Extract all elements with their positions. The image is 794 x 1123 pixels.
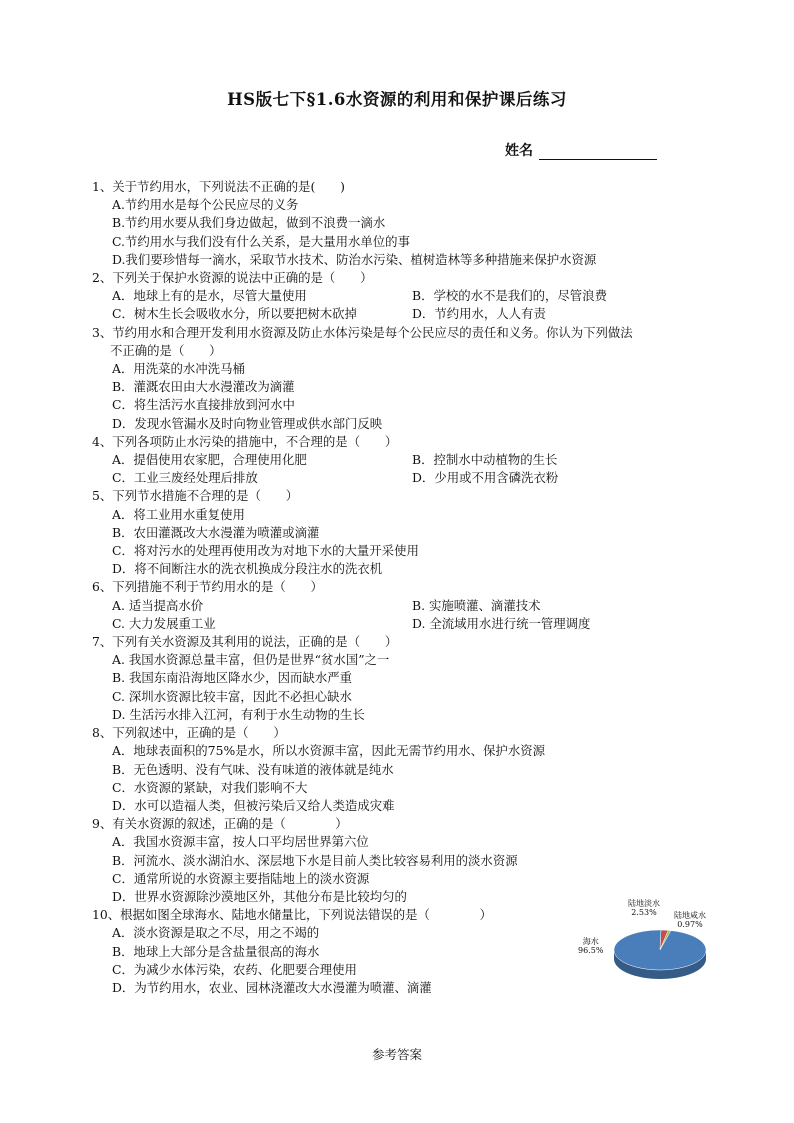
option-a: A．我国水资源丰富，按人口平均居世界第六位 (112, 834, 369, 850)
question-stem: 9、有关水资源的叙述，正确的是（ ） (92, 816, 348, 832)
question-stem: 1、关于节约用水，下列说法不正确的是( ) (92, 179, 345, 194)
question-stem: 6、下列措施不利于节约用水的是（ ） (92, 579, 323, 595)
question-7 (92, 633, 732, 724)
question-stem: 4、下列各项防止水污染的措施中，不合理的是（ ） (92, 433, 398, 449)
name-label: 姓名 (505, 143, 533, 159)
question-stem: 5、下列节水措施不合理的是（ ） (92, 488, 299, 504)
option-d: D．少用或不用含磷洗衣粉 (412, 470, 559, 486)
option-c: C．水资源的紧缺，对我们影响不大 (112, 779, 308, 795)
answer-key-heading: 参考答案 (371, 1047, 422, 1062)
option-a: A. 适当提高水价 (112, 597, 204, 613)
name-blank-line (539, 145, 657, 160)
question-stem: 7、下列有关水资源及其利用的说法，正确的是（ ） (92, 634, 398, 650)
option-c: C．工业三废经处理后排放 (112, 470, 258, 486)
option-b: B．学校的水不是我们的，尽管浪费 (412, 288, 607, 304)
option-c: C．将对污水的处理再使用改为对地下水的大量开采使用 (112, 543, 419, 559)
option-d: D. 全流域用水进行统一管理调度 (412, 615, 591, 631)
question-1 (92, 178, 732, 269)
option-c: C．树木生长会吸收水分，所以要把树木砍掉 (112, 306, 357, 322)
question-stem-continued: 不正确的是（ ） (110, 342, 222, 358)
question-stem: 3、节约用水和合理开发利用水资源及防止水体污染是每个公民应尽的责任和义务。你认为下列做法 (92, 324, 633, 340)
pie-label-seawater: 海水 96.5% (578, 937, 604, 955)
option-c: C. 深圳水资源比较丰富，因此不必担心缺水 (112, 688, 352, 704)
question-9 (92, 815, 732, 906)
question-stem: 10、根据如图全球海水、陆地水储量比，下列说法错误的是（ ） (92, 907, 492, 923)
option-a: A.节约用水是每个公民应尽的义务 (112, 197, 299, 213)
option-a: A．提倡使用农家肥，合理使用化肥 (112, 452, 307, 468)
question-5 (92, 487, 732, 578)
name-field-row (505, 140, 657, 160)
option-a: A．将工业用水重复使用 (112, 506, 245, 522)
option-d: D．水可以造福人类，但被污染后又给人类造成灾难 (112, 797, 395, 813)
option-b: B．灌溉农田由大水漫灌改为滴灌 (112, 379, 295, 395)
option-b: B．无色透明、没有气味、没有味道的液体就是纯水 (112, 761, 394, 777)
question-stem: 8、下列叙述中，正确的是（ ） (92, 725, 286, 741)
option-b: B．农田灌溉改大水漫灌为喷灌或滴灌 (112, 524, 320, 540)
option-d: D．为节约用水，农业、园林浇灌改大水漫灌为喷灌、滴灌 (112, 979, 432, 995)
option-d: D．将不间断注水的洗衣机换成分段注水的洗衣机 (112, 561, 383, 577)
option-b: B.节约用水要从我们身边做起，做到不浪费一滴水 (112, 215, 386, 231)
option-b: B．控制水中动植物的生长 (412, 452, 558, 468)
option-c: C．通常所说的水资源主要指陆地上的淡水资源 (112, 870, 370, 886)
option-a: A．用洗菜的水冲洗马桶 (112, 361, 245, 377)
question-4 (92, 433, 732, 488)
option-a: A．淡水资源是取之不尽，用之不竭的 (112, 925, 320, 941)
question-stem: 2、下列关于保护水资源的说法中正确的是（ ） (92, 270, 373, 286)
option-d: D．节约用水，人人有责 (412, 306, 546, 322)
question-8 (92, 724, 732, 815)
option-d: D．世界水资源除沙漠地区外，其他分布是比较均匀的 (112, 888, 407, 904)
option-a: A．地球上有的是水，尽管大量使用 (112, 288, 307, 304)
page-title: HS版七下§1.6水资源的利用和保护课后练习 (227, 90, 567, 109)
option-c: C．为减少水体污染，农药、化肥要合理使用 (112, 961, 357, 977)
option-b: B. 我国东南沿海地区降水少，因而缺水严重 (112, 670, 353, 686)
question-2 (92, 269, 732, 324)
question-list (92, 178, 732, 997)
option-a: A．地球表面积的75%是水，所以水资源丰富，因此无需节约用水、保护水资源 (112, 743, 545, 759)
pie-label-land-saltwater: 陆地咸水 0.97% (674, 911, 706, 929)
pie-slice-seawater (614, 930, 706, 970)
option-b: B．河流水、淡水湖泊水、深层地下水是目前人类比较容易利用的淡水资源 (112, 852, 518, 868)
option-b: B. 实施喷灌、滴灌技术 (412, 597, 541, 613)
option-c: C. 大力发展重工业 (112, 615, 216, 631)
option-d: D．发现水管漏水及时向物业管理或供水部门反映 (112, 415, 383, 431)
option-a: A. 我国水资源总量丰富，但仍是世界“贫水国”之一 (112, 652, 390, 668)
question-6 (92, 578, 732, 633)
option-b: B．地球上大部分是含盐量很高的海水 (112, 943, 320, 959)
option-c: C．将生活污水直接排放到河水中 (112, 397, 295, 413)
option-c: C.节约用水与我们没有什么关系，是大量用水单位的事 (112, 233, 410, 249)
pie-label-land-freshwater: 陆地淡水 2.53% (628, 899, 660, 917)
option-d: D. 生活污水排入江河，有利于水生动物的生长 (112, 706, 365, 722)
question-3 (92, 324, 732, 433)
option-d: D.我们要珍惜每一滴水，采取节水技术、防治水污染、植树造林等多种措施来保护水资源 (112, 251, 597, 267)
water-storage-pie-chart (578, 895, 718, 995)
